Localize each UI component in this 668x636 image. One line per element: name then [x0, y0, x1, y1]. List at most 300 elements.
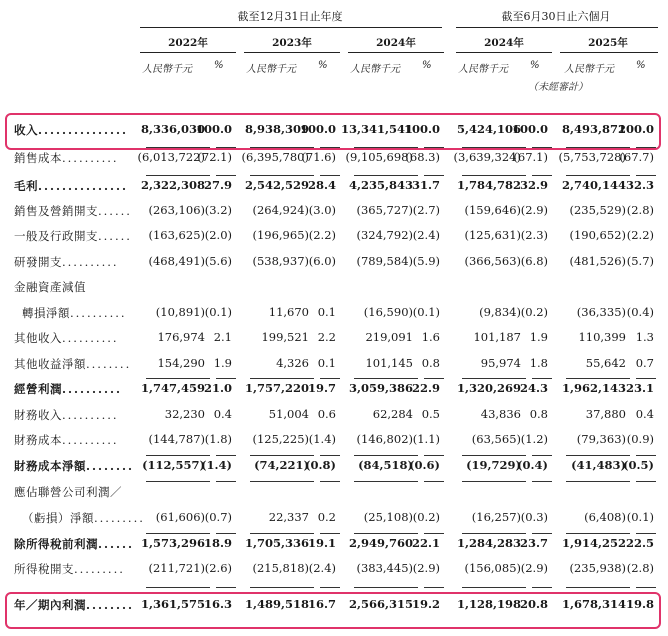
unaudited-note: （未經審計）: [528, 82, 588, 93]
row-cost-of-sales: [0, 150, 668, 172]
percent-cell: 22.1: [411, 536, 440, 550]
row-label: [14, 254, 119, 270]
amount-cell: 2,566,315: [348, 597, 413, 611]
row-other-gains: [0, 356, 668, 378]
percent-cell: 32.3: [625, 178, 654, 192]
subtotal-rule: [250, 533, 314, 534]
percent-cell: (0.6): [409, 458, 440, 472]
percent-cell: (0.1): [204, 305, 232, 319]
subtotal-rule: [250, 587, 314, 588]
percent-cell: (6.8): [520, 254, 548, 268]
subtotal-rule-pct: [636, 481, 656, 482]
amount-cell: (538,937): [252, 254, 309, 268]
percent-cell: 2.2: [317, 330, 336, 344]
subtotal-rule: [146, 455, 210, 456]
percent-cell: 0.1: [317, 356, 336, 370]
amount-cell: 8,336,030: [140, 122, 205, 136]
header-group-fiscal-years-rule: [140, 27, 442, 28]
percent-cell: (0.9): [626, 432, 654, 446]
row-label: [14, 150, 119, 166]
subtotal-rule: [462, 378, 526, 379]
unit-header-4: 人民幣千元: [458, 64, 508, 75]
subtotal-rule: [354, 481, 418, 482]
amount-cell: 110,399: [578, 330, 626, 344]
percent-cell: (3.0): [308, 203, 336, 217]
pct-header-3: %: [422, 60, 432, 71]
subtotal-rule-pct: [216, 533, 236, 534]
row-leader-dots: ........: [86, 598, 135, 612]
row-leader-dots: ........: [86, 459, 135, 473]
amount-cell: 199,521: [261, 330, 309, 344]
percent-cell: 22.5: [625, 536, 654, 550]
amount-cell: 3,059,386: [348, 381, 413, 395]
amount-cell: 1,914,252: [561, 536, 626, 550]
percent-cell: (5.7): [626, 254, 654, 268]
row-label-text: 除所得稅前利潤: [14, 537, 98, 551]
revenue-highlight-box: [5, 113, 661, 150]
percent-cell: (0.8): [305, 458, 336, 472]
row-label: [14, 561, 125, 577]
percent-cell: 0.7: [635, 356, 654, 370]
percent-cell: (72.1): [197, 150, 232, 164]
percent-cell: (0.4): [517, 458, 548, 472]
row-label-text: 銷售及營銷開支: [14, 204, 98, 218]
amount-cell: (159,646): [464, 203, 521, 217]
amount-cell: 4,326: [276, 356, 309, 370]
percent-cell: (2.9): [520, 203, 548, 217]
percent-cell: (2.3): [520, 228, 548, 242]
amount-cell: (235,529): [569, 203, 626, 217]
percent-cell: 19.7: [307, 381, 336, 395]
row-impairment-net: [0, 305, 668, 327]
percent-cell: (2.4): [412, 228, 440, 242]
row-leader-dots: ..........: [62, 331, 119, 345]
percent-cell: (68.3): [405, 150, 440, 164]
amount-cell: (36,335): [576, 305, 626, 319]
subtotal-rule: [146, 533, 210, 534]
amount-cell: (19,729): [466, 458, 521, 472]
percent-cell: (2.8): [626, 203, 654, 217]
row-label-text: 所得稅開支: [14, 562, 74, 576]
percent-cell: 18.9: [203, 536, 232, 550]
row-impairment-heading: [0, 279, 668, 301]
row-label-text: 應佔聯營公司利潤／: [14, 485, 122, 499]
subtotal-rule-pct: [532, 587, 552, 588]
subtotal-rule: [566, 455, 630, 456]
row-leader-dots: ..........: [62, 255, 119, 269]
percent-cell: 1.8: [529, 356, 548, 370]
row-leader-dots: ..........: [62, 382, 123, 396]
percent-cell: (2.9): [520, 561, 548, 575]
amount-cell: (6,395,780): [241, 150, 309, 164]
subtotal-rule-pct: [636, 533, 656, 534]
amount-cell: (263,106): [148, 203, 205, 217]
percent-cell: 0.4: [635, 407, 654, 421]
row-label-text: 經營利潤: [14, 382, 62, 396]
subtotal-rule: [146, 481, 210, 482]
subtotal-rule: [462, 175, 526, 176]
row-leader-dots: ..........: [62, 433, 119, 447]
percent-cell: (0.1): [626, 510, 654, 524]
header-group-six-months: 截至6月30日止六個月: [501, 10, 611, 23]
percent-cell: 1.3: [635, 330, 654, 344]
amount-cell: 8,938,309: [244, 122, 309, 136]
percent-cell: 27.9: [203, 178, 232, 192]
percent-cell: 100.0: [195, 122, 232, 136]
row-leader-dots: ..........: [62, 408, 119, 422]
row-label: [14, 407, 119, 423]
subtotal-rule: [146, 175, 210, 176]
subtotal-rule: [566, 378, 630, 379]
percent-cell: (2.9): [412, 561, 440, 575]
amount-cell: (190,652): [569, 228, 626, 242]
subtotal-rule: [354, 175, 418, 176]
amount-cell: (16,590): [363, 305, 413, 319]
row-finance-income: [0, 407, 668, 429]
row-label-text: 其他收益淨額: [14, 357, 86, 371]
subtotal-rule-pct: [424, 533, 444, 534]
row-associates-net: [0, 510, 668, 532]
subtotal-rule: [566, 587, 630, 588]
row-finance-costs: [0, 432, 668, 454]
subtotal-rule-pct: [216, 481, 236, 482]
amount-cell: 1,705,336: [244, 536, 309, 550]
amount-cell: (10,891): [155, 305, 205, 319]
row-leader-dots: ......: [98, 229, 132, 243]
subtotal-rule: [566, 481, 630, 482]
subtotal-rule-pct: [636, 587, 656, 588]
amount-cell: 13,341,541: [340, 122, 413, 136]
row-rnd: [0, 254, 668, 276]
percent-cell: (1.2): [520, 432, 548, 446]
amount-cell: 2,322,308: [140, 178, 205, 192]
row-label-text: （虧損）淨額: [22, 511, 94, 525]
subtotal-rule: [354, 455, 418, 456]
amount-cell: (211,721): [148, 561, 205, 575]
subtotal-rule-pct: [216, 175, 236, 176]
row-selling-marketing: [0, 203, 668, 225]
amount-cell: 2,949,760: [348, 536, 413, 550]
percent-cell: (2.8): [626, 561, 654, 575]
percent-cell: 22.9: [411, 381, 440, 395]
percent-cell: 0.5: [421, 407, 440, 421]
subtotal-rule: [354, 533, 418, 534]
subtotal-rule: [146, 587, 210, 588]
percent-cell: 19.8: [625, 597, 654, 611]
row-operating-profit: [0, 381, 668, 403]
percent-cell: (6.0): [308, 254, 336, 268]
amount-cell: (144,787): [148, 432, 205, 446]
unit-header-5: 人民幣千元: [564, 64, 614, 75]
year-rule-4: [456, 52, 552, 53]
amount-cell: 2,740,144: [561, 178, 626, 192]
pct-header-2: %: [318, 60, 328, 71]
row-label: [14, 279, 86, 295]
percent-cell: 100.0: [511, 122, 548, 136]
row-label: [14, 432, 119, 448]
amount-cell: 1,962,143: [561, 381, 626, 395]
subtotal-rule: [250, 455, 314, 456]
row-leader-dots: ...............: [38, 123, 129, 137]
subtotal-rule: [462, 481, 526, 482]
percent-cell: 24.3: [519, 381, 548, 395]
subtotal-rule-pct: [532, 481, 552, 482]
percent-cell: (0.2): [412, 510, 440, 524]
percent-cell: (1.4): [201, 458, 232, 472]
amount-cell: (74,221): [254, 458, 309, 472]
percent-cell: 1.6: [421, 330, 440, 344]
row-label: [14, 484, 122, 500]
subtotal-rule-pct: [424, 378, 444, 379]
percent-cell: 1.9: [213, 356, 232, 370]
percent-cell: (1.8): [204, 432, 232, 446]
amount-cell: 1,678,314: [561, 597, 626, 611]
amount-cell: 1,361,575: [140, 597, 205, 611]
amount-cell: (156,085): [464, 561, 521, 575]
percent-cell: 0.4: [213, 407, 232, 421]
row-label: [14, 330, 119, 346]
row-label-text: 研發開支: [14, 255, 62, 269]
amount-cell: (125,631): [464, 228, 521, 242]
percent-cell: 31.7: [411, 178, 440, 192]
row-label-text: 財務收入: [14, 408, 62, 422]
percent-cell: (3.2): [204, 203, 232, 217]
percent-cell: 21.0: [203, 381, 232, 395]
amount-cell: (264,924): [252, 203, 309, 217]
subtotal-rule-pct: [216, 378, 236, 379]
row-income-tax: [0, 561, 668, 583]
amount-cell: 1,747,459: [140, 381, 205, 395]
subtotal-rule-pct: [636, 378, 656, 379]
row-net-finance-costs: [0, 458, 668, 480]
row-leader-dots: ...............: [38, 179, 129, 193]
row-leader-dots: ........: [86, 357, 132, 371]
amount-cell: (112,557): [142, 458, 205, 472]
percent-cell: (0.3): [520, 510, 548, 524]
year-rule-2: [244, 52, 340, 53]
year-rule-5: [560, 52, 658, 53]
amount-cell: 62,284: [372, 407, 413, 421]
amount-cell: (63,565): [471, 432, 521, 446]
subtotal-rule: [146, 378, 210, 379]
row-label: [14, 381, 122, 397]
amount-cell: (6,013,722): [137, 150, 205, 164]
row-label: [14, 356, 131, 372]
row-label-text: 毛利: [14, 179, 38, 193]
subtotal-rule-pct: [532, 533, 552, 534]
percent-cell: (0.1): [412, 305, 440, 319]
row-leader-dots: ..........: [70, 306, 127, 320]
amount-cell: (41,483): [571, 458, 626, 472]
percent-cell: 23.7: [519, 536, 548, 550]
row-gross-profit: [0, 178, 668, 200]
subtotal-rule: [462, 455, 526, 456]
amount-cell: (6,408): [584, 510, 626, 524]
row-profit-before-tax: [0, 536, 668, 558]
amount-cell: 1,489,518: [244, 597, 309, 611]
amount-cell: (25,108): [363, 510, 413, 524]
subtotal-rule: [354, 378, 418, 379]
amount-cell: 51,004: [268, 407, 309, 421]
unit-header-3: 人民幣千元: [350, 64, 400, 75]
row-leader-dots: ......: [98, 537, 135, 551]
subtotal-rule: [250, 481, 314, 482]
row-leader-dots: ..........: [62, 151, 119, 165]
amount-cell: 37,880: [585, 407, 626, 421]
subtotal-rule-pct: [532, 455, 552, 456]
year-header-2024-h1: 2024年: [484, 37, 524, 49]
amount-cell: 22,337: [268, 510, 309, 524]
subtotal-rule: [250, 378, 314, 379]
percent-cell: 2.1: [213, 330, 232, 344]
amount-cell: (16,257): [471, 510, 521, 524]
subtotal-rule-pct: [532, 175, 552, 176]
percent-cell: 16.3: [203, 597, 232, 611]
amount-cell: (383,445): [356, 561, 413, 575]
year-rule-3: [348, 52, 444, 53]
row-label-text: 年／期內利潤: [14, 598, 86, 612]
row-label-text: 財務成本淨額: [14, 459, 86, 473]
year-header-2024: 2024年: [376, 37, 416, 49]
amount-cell: 32,230: [164, 407, 205, 421]
unit-header-1: 人民幣千元: [142, 64, 192, 75]
percent-cell: (2.6): [204, 561, 232, 575]
row-associates-heading: [0, 484, 668, 506]
amount-cell: (235,938): [569, 561, 626, 575]
percent-cell: 16.7: [307, 597, 336, 611]
subtotal-rule-pct: [424, 481, 444, 482]
row-label-text: 財務成本: [14, 433, 62, 447]
amount-cell: (125,225): [252, 432, 309, 446]
amount-cell: 101,145: [365, 356, 413, 370]
amount-cell: (79,363): [576, 432, 626, 446]
percent-cell: 0.6: [317, 407, 336, 421]
subtotal-rule-pct: [424, 175, 444, 176]
header-group-fiscal-years: 截至12月31日止年度: [237, 10, 343, 23]
amount-cell: 176,974: [157, 330, 205, 344]
percent-cell: 0.8: [529, 407, 548, 421]
amount-cell: (196,965): [252, 228, 309, 242]
pct-header-1: %: [214, 60, 224, 71]
amount-cell: (215,818): [252, 561, 309, 575]
amount-cell: (365,727): [356, 203, 413, 217]
amount-cell: (9,834): [479, 305, 521, 319]
percent-cell: 100.0: [299, 122, 336, 136]
amount-cell: 2,542,529: [244, 178, 309, 192]
year-header-2023: 2023年: [272, 37, 312, 49]
percent-cell: 19.1: [307, 536, 336, 550]
subtotal-rule-pct: [424, 455, 444, 456]
percent-cell: (0.7): [204, 510, 232, 524]
row-other-income: [0, 330, 668, 352]
percent-cell: 32.9: [519, 178, 548, 192]
amount-cell: 1,784,782: [456, 178, 521, 192]
amount-cell: 1,573,296: [140, 536, 205, 550]
amount-cell: (163,625): [148, 228, 205, 242]
subtotal-rule-pct: [424, 587, 444, 588]
profit-highlight-box: [5, 592, 661, 629]
percent-cell: 28.4: [307, 178, 336, 192]
subtotal-rule-pct: [320, 378, 340, 379]
subtotal-rule: [566, 533, 630, 534]
amount-cell: 1,284,283: [456, 536, 521, 550]
amount-cell: 95,974: [480, 356, 521, 370]
year-header-2022: 2022年: [168, 37, 208, 49]
subtotal-rule-pct: [532, 378, 552, 379]
amount-cell: 1,128,198: [456, 597, 521, 611]
percent-cell: 100.0: [617, 122, 654, 136]
year-header-2025-h1: 2025年: [588, 37, 628, 49]
row-label-text: 其他收入: [14, 331, 62, 345]
row-label-text: 金融資產減值: [14, 280, 86, 294]
row-label: [14, 178, 128, 194]
percent-cell: 0.1: [317, 305, 336, 319]
amount-cell: (789,584): [356, 254, 413, 268]
percent-cell: (5.6): [204, 254, 232, 268]
subtotal-rule-pct: [216, 587, 236, 588]
percent-cell: 19.2: [411, 597, 440, 611]
amount-cell: (9,105,698): [345, 150, 413, 164]
pct-header-5: %: [636, 60, 646, 71]
percent-cell: (5.9): [412, 254, 440, 268]
subtotal-rule: [566, 175, 630, 176]
row-label: [22, 305, 127, 321]
subtotal-rule: [354, 587, 418, 588]
amount-cell: (366,563): [464, 254, 521, 268]
row-leader-dots: .........: [94, 511, 145, 525]
percent-cell: (67.7): [619, 150, 654, 164]
percent-cell: (1.4): [308, 432, 336, 446]
row-label-text: 收入: [14, 123, 38, 137]
amount-cell: (324,792): [356, 228, 413, 242]
percent-cell: (2.0): [204, 228, 232, 242]
amount-cell: 5,424,106: [456, 122, 521, 136]
amount-cell: (468,491): [148, 254, 205, 268]
subtotal-rule-pct: [216, 455, 236, 456]
percent-cell: (2.2): [626, 228, 654, 242]
percent-cell: (0.4): [626, 305, 654, 319]
subtotal-rule-pct: [320, 533, 340, 534]
row-leader-dots: .........: [74, 562, 125, 576]
amount-cell: 101,187: [473, 330, 521, 344]
percent-cell: 20.8: [519, 597, 548, 611]
amount-cell: (481,526): [569, 254, 626, 268]
subtotal-rule: [462, 587, 526, 588]
amount-cell: 8,493,872: [561, 122, 626, 136]
row-label-text: 銷售成本: [14, 151, 62, 165]
row-label-text: 轉損淨額: [22, 306, 70, 320]
percent-cell: (2.2): [308, 228, 336, 242]
percent-cell: (2.7): [412, 203, 440, 217]
percent-cell: (0.2): [520, 305, 548, 319]
amount-cell: 4,235,843: [348, 178, 413, 192]
percent-cell: 0.8: [421, 356, 440, 370]
unit-header-2: 人民幣千元: [246, 64, 296, 75]
subtotal-rule: [250, 175, 314, 176]
amount-cell: 1,320,269: [456, 381, 521, 395]
amount-cell: (5,753,728): [558, 150, 626, 164]
percent-cell: 23.1: [625, 381, 654, 395]
amount-cell: 154,290: [157, 356, 205, 370]
amount-cell: 55,642: [585, 356, 626, 370]
amount-cell: 11,670: [268, 305, 309, 319]
percent-cell: 1.9: [529, 330, 548, 344]
subtotal-rule-pct: [636, 455, 656, 456]
amount-cell: (146,802): [356, 432, 413, 446]
percent-cell: (0.5): [623, 458, 654, 472]
subtotal-rule-pct: [320, 455, 340, 456]
subtotal-rule-pct: [320, 481, 340, 482]
